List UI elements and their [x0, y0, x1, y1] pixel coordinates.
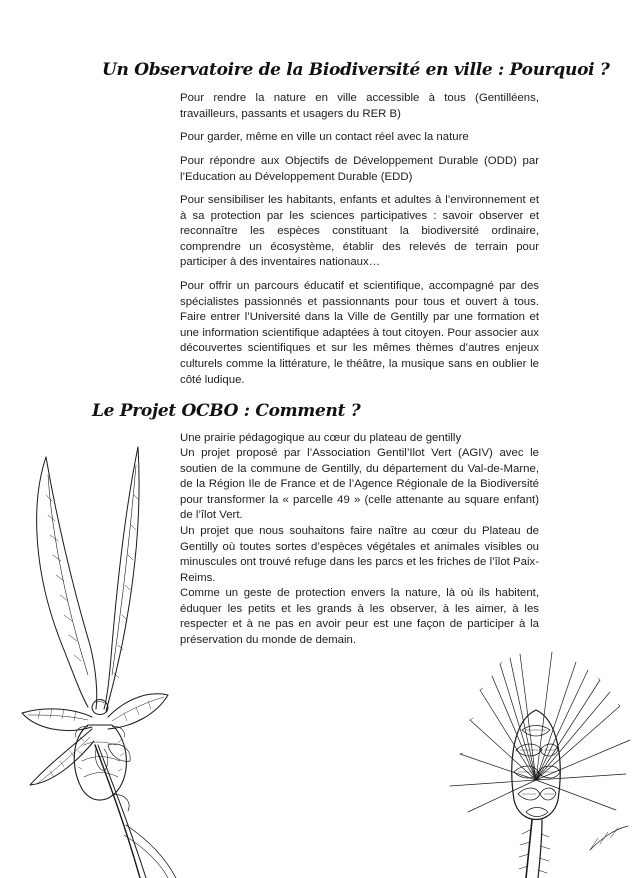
paragraph-plateau: Un projet que nous souhaitons faire naître au cœur du Plateau de Gentilly où toutes sortes d’espèces végétales et animales visibles ou minuscules ont trouvé refuge dans les parcs et les friches de l’îlot Paix-Reims. — [180, 525, 539, 584]
pine-cone-drawing — [440, 650, 633, 878]
paragraph-sensibiliser: Pour sensibiliser les habitants, enfants et adultes à l’environnement et à sa protection par les sciences participatives : savoir observer et reconnaître les espèces constituant la biodiversité ordinaire, comprendre un écosystème, établir des relevés de terrain pour participer à des inventaires nationaux… — [180, 194, 539, 269]
paragraph-accessible: Pour rendre la nature en ville accessible à tous (Gentilléens, travailleurs, passants et usagers du RER B) — [180, 92, 539, 120]
paragraph-geste: Comme un geste de protection envers la nature, là où ils habitent, éduquer les petits et les grands à les observer, à les aimer, à les respecter et à ne pas en avoir peur est une façon de participer à la préservation du monde de demain. — [180, 587, 539, 646]
orchid-drawing — [0, 445, 190, 878]
paragraph-agiv: Un projet proposé par l’Association Gentil’Ilot Vert (AGIV) avec le soutien de la commune de Gentilly, du département du Val-de-Marne, de la Région Ile de France et de l’Agence Régionale de la Biodiversité pour transformer la « parcelle 49 » (celle attenante au square enfant) de l’îlot Vert. — [180, 447, 539, 522]
paragraph-contact-nature: Pour garder, même en ville un contact réel avec la nature — [180, 131, 469, 143]
section-title-comment: Le Projet OCBO : Comment ? — [92, 401, 361, 421]
paragraph-odd: Pour répondre aux Objectifs de Développement Durable (ODD) par l’Education au Développement Durable (EDD) — [180, 155, 539, 183]
section-title-pourquoi: Un Observatoire de la Biodiversité en ville : Pourquoi ? — [102, 60, 610, 80]
paragraph-prairie: Une prairie pédagogique au cœur du plateau de gentilly — [180, 432, 462, 444]
paragraph-parcours: Pour offrir un parcours éducatif et scientifique, accompagné par des spécialistes passionnés et passionnants pour tous et ouvert à tous. Faire entrer l’Université dans la Ville de Gentilly par une formation et une information scientifique adaptées à tout citoyen. Pour associer aux découvertes scientifiques et sur les mêmes thèmes d’autres enjeux culturels comme la littérature, le théâtre, la musique sans en oublier le côté ludique. — [180, 280, 539, 386]
